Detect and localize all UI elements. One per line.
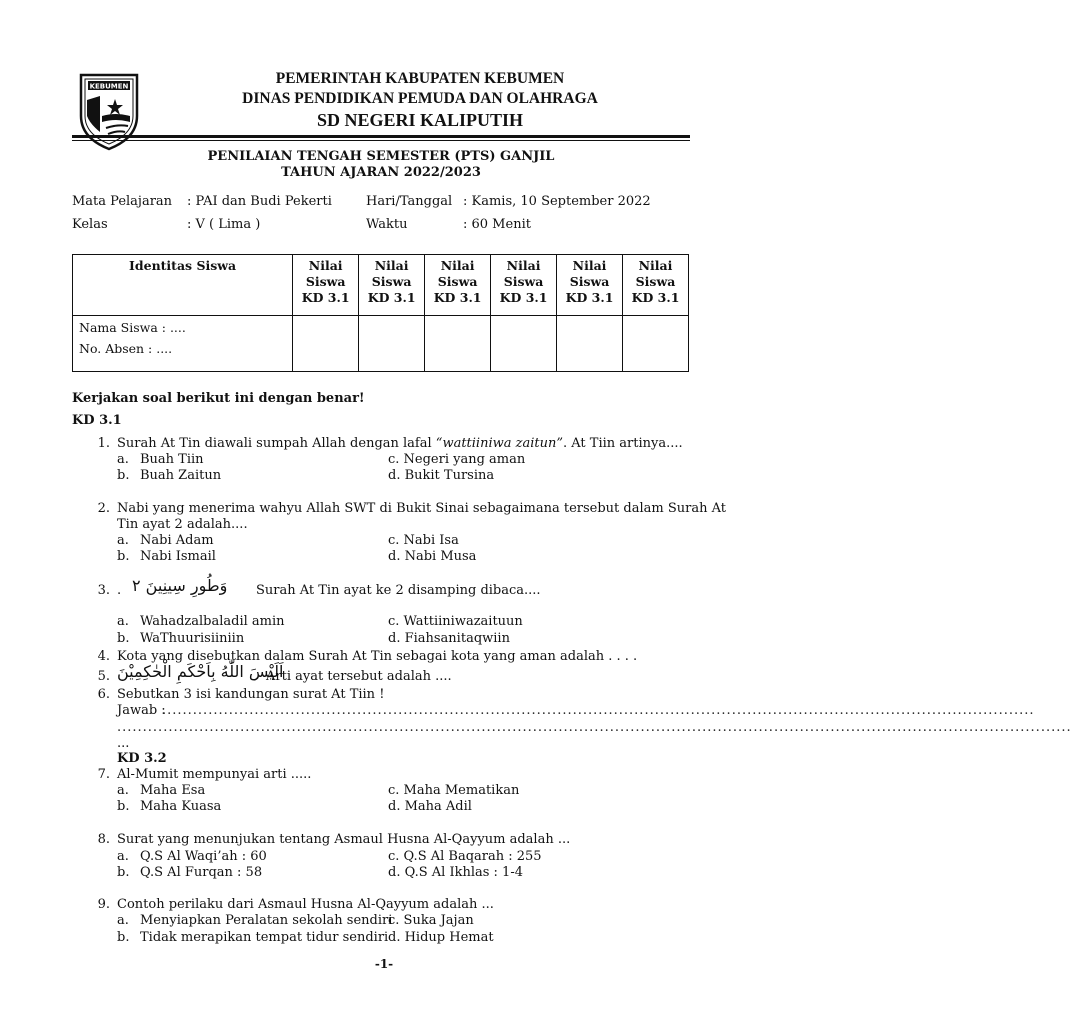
score-cell <box>557 316 623 372</box>
subject-label: Mata Pelajaran <box>72 194 173 209</box>
question-number: 2. <box>97 501 110 516</box>
answer-line-1[interactable]: .......................................................................................................................................................................... <box>162 703 1035 718</box>
question-number: 7. <box>97 767 110 782</box>
q3-option-c: c. Wattiiniwazaituun <box>388 614 523 629</box>
q2-option-d: d. Nabi Musa <box>388 549 477 564</box>
option-label: a. <box>117 452 129 467</box>
q9-option-c: c. Suka Jajan <box>388 913 474 928</box>
score-column: Nilai Siswa KD 3.1 <box>557 255 623 316</box>
option-label: b. <box>117 631 130 646</box>
q8-option-a: Q.S Al Waqi’ah : 60 <box>140 849 267 864</box>
day-value: : Kamis, 10 September 2022 <box>463 194 651 209</box>
q1-option-c: c. Negeri yang aman <box>388 452 526 467</box>
question-number: 6. <box>97 687 110 702</box>
question-5-text: Arti ayat tersebut adalah .... <box>266 669 452 684</box>
score-table-header <box>73 255 689 316</box>
option-label: b. <box>117 799 130 814</box>
option-label: a. <box>117 533 129 548</box>
q7-option-d: d. Maha Adil <box>388 799 472 814</box>
score-table <box>72 254 689 372</box>
question-number: 1. <box>97 436 110 451</box>
option-label: b. <box>117 549 130 564</box>
score-cell <box>359 316 425 372</box>
option-label: b. <box>117 930 130 945</box>
option-label: b. <box>117 468 130 483</box>
option-label: a. <box>117 614 129 629</box>
class-value: : V ( Lima ) <box>187 217 261 232</box>
question-5-arabic: اَلَيْسَ اللّٰهُ بِاَحْكَمِ الْحٰكِمِيْنَ <box>117 662 284 681</box>
header-government: PEMERINTAH KABUPATEN KEBUMEN <box>275 70 565 87</box>
q9-option-d: d. Hidup Hemat <box>388 930 494 945</box>
subject-value: : PAI dan Budi Pekerti <box>187 194 332 209</box>
question-8: Surat yang menunjukan tentang Asmaul Husna Al-Qayyum adalah ... <box>117 832 571 847</box>
q2-option-c: c. Nabi Isa <box>388 533 459 548</box>
student-absen-field: No. Absen : .... <box>79 341 173 356</box>
header-school: SD NEGERI KALIPUTIH <box>316 110 524 130</box>
instruction: Kerjakan soal berikut ini dengan benar! <box>72 391 365 406</box>
q8-option-b: Q.S Al Furqan : 58 <box>140 865 263 880</box>
section-kd32: KD 3.2 <box>117 751 167 766</box>
svg-text:KEBUMEN: KEBUMEN <box>89 82 129 91</box>
student-name-field: Nama Siswa : .... <box>79 320 186 335</box>
q8-option-d: d. Q.S Al Ikhlas : 1-4 <box>388 865 523 880</box>
question-4: Kota yang disebutkan dalam Surah At Tin sebagai kota yang aman adalah . . . . <box>117 649 638 664</box>
time-value: : 60 Menit <box>463 217 531 232</box>
identity-header: Identitas Siswa <box>73 255 293 316</box>
student-identity-cell <box>73 316 293 372</box>
q3-option-b: WaThuurisiiniin <box>140 631 245 646</box>
header-department: DINAS PENDIDIKAN PEMUDA DAN OLAHRAGA <box>242 90 598 107</box>
q2-option-b: Nabi Ismail <box>140 549 216 564</box>
option-label: b. <box>117 865 130 880</box>
q1-option-d: d. Bukit Tursina <box>388 468 495 483</box>
question-2-line2: Tin ayat 2 adalah.... <box>117 517 248 532</box>
question-9: Contoh perilaku dari Asmaul Husna Al-Qayyum adalah ... <box>117 897 494 912</box>
q7-option-a: Maha Esa <box>140 783 206 798</box>
question-1: Surah At Tin diawali sumpah Allah dengan lafal “wattiiniwa zaitun”. At Tiin artinya.... <box>117 436 683 451</box>
question-7: Al-Mumit mempunyai arti ..... <box>117 767 312 782</box>
question-number: 4. <box>97 649 110 664</box>
time-label: Waktu <box>366 217 408 232</box>
question-number: 9. <box>97 897 110 912</box>
score-cell <box>623 316 689 372</box>
score-column: Nilai Siswa KD 3.1 <box>491 255 557 316</box>
q8-option-c: c. Q.S Al Baqarah : 255 <box>388 849 542 864</box>
option-label: a. <box>117 913 129 928</box>
exam-title: PENILAIAN TENGAH SEMESTER (PTS) GANJIL <box>207 149 555 164</box>
q1-option-b: Buah Zaitun <box>140 468 222 483</box>
q7-option-c: c. Maha Mematikan <box>388 783 520 798</box>
score-table-body <box>73 316 689 372</box>
q7-option-b: Maha Kuasa <box>140 799 222 814</box>
answer-line-2[interactable]: .......................................................................................................................................................................................... <box>117 720 1072 735</box>
score-cell <box>491 316 557 372</box>
question-2-line1: Nabi yang menerima wahyu Allah SWT di Bukit Sinai sebagaimana tersebut dalam Surah At <box>117 501 726 516</box>
page-number: -1- <box>374 957 394 971</box>
q9-option-b: Tidak merapikan tempat tidur sendiri <box>140 930 389 945</box>
header-divider-thin <box>72 140 690 141</box>
score-column: Nilai Siswa KD 3.1 <box>425 255 491 316</box>
class-label: Kelas <box>72 217 108 232</box>
score-cell <box>293 316 359 372</box>
question-number: 5. <box>97 669 110 684</box>
q9-option-a: Menyiapkan Peralatan sekolah sendiri <box>140 913 393 928</box>
score-column: Nilai Siswa KD 3.1 <box>623 255 689 316</box>
q3-option-a: Wahadzalbaladil amin <box>140 614 285 629</box>
option-label: a. <box>117 783 129 798</box>
question-3-text: Surah At Tin ayat ke 2 disamping dibaca.... <box>256 583 541 598</box>
option-label: a. <box>117 849 129 864</box>
answer-label: Jawab : <box>117 703 166 718</box>
day-label: Hari/Tanggal <box>366 194 453 209</box>
q1-option-a: Buah Tiin <box>140 452 204 467</box>
question-3-arabic: وَطُورِ سِينِينَ ٢ <box>132 576 228 595</box>
answer-line-3[interactable]: ... <box>117 736 130 751</box>
exam-year: TAHUN AJARAN 2022/2023 <box>281 165 481 180</box>
question-number: 3. <box>97 583 110 598</box>
score-column: Nilai Siswa KD 3.1 <box>293 255 359 316</box>
question-6: Sebutkan 3 isi kandungan surat At Tiin ! <box>117 687 385 702</box>
score-column: Nilai Siswa KD 3.1 <box>359 255 425 316</box>
question-3-prefix: . <box>117 583 122 598</box>
q2-option-a: Nabi Adam <box>140 533 214 548</box>
section-kd31: KD 3.1 <box>72 413 122 428</box>
header-divider-thick <box>72 135 690 138</box>
q3-option-d: d. Fiahsanitaqwiin <box>388 631 510 646</box>
question-number: 8. <box>97 832 110 847</box>
score-cell <box>425 316 491 372</box>
